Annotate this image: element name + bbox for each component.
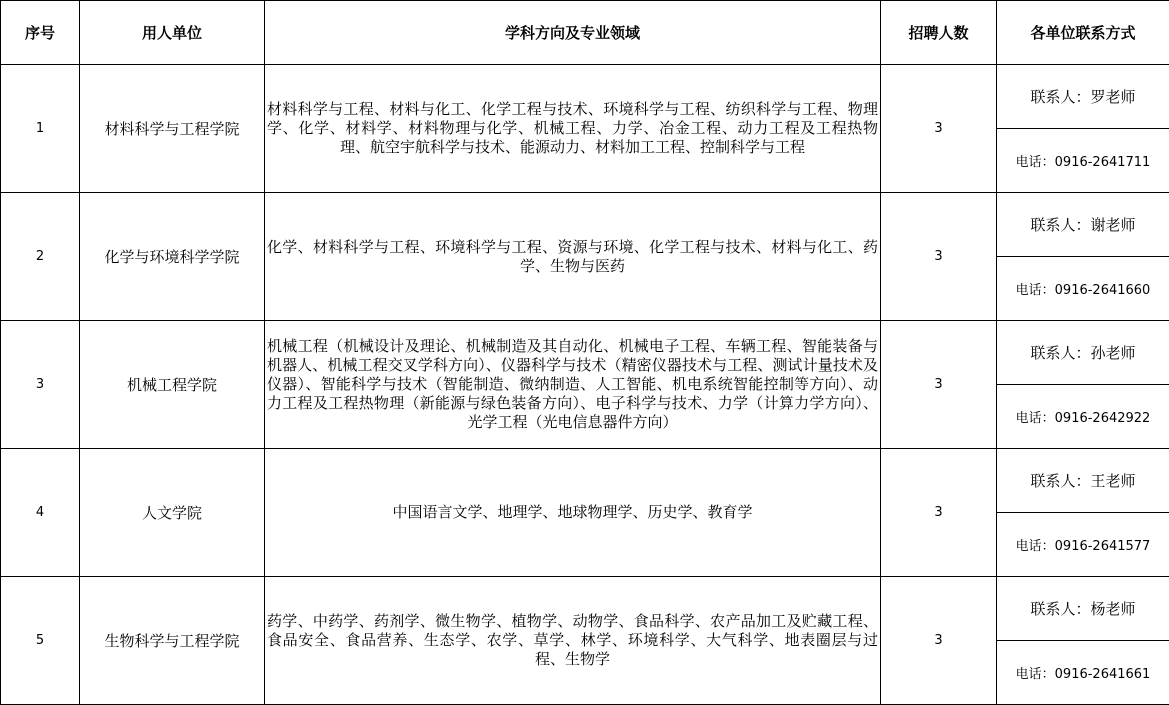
row-index: 3	[1, 321, 80, 449]
row-count: 3	[881, 577, 997, 705]
row-contact-person: 联系人：谢老师	[997, 193, 1169, 257]
row-contact-person: 联系人：王老师	[997, 449, 1169, 513]
row-fields-cell	[265, 193, 881, 321]
row-index: 2	[1, 193, 80, 321]
header-fields: 学科方向及专业领域	[265, 1, 881, 65]
row-unit: 化学与环境科学学院	[80, 193, 265, 321]
table-row	[1, 577, 1169, 641]
row-contact-person: 联系人：罗老师	[997, 65, 1169, 129]
row-contact-phone: 电话：0916-2641661	[997, 641, 1169, 705]
row-contact-person: 联系人：孙老师	[997, 321, 1169, 385]
row-count: 3	[881, 193, 997, 321]
row-fields: 中国语言文学、地理学、地球物理学、历史学、教育学	[392, 503, 753, 521]
header-row	[1, 1, 1169, 65]
row-contact-person: 联系人：杨老师	[997, 577, 1169, 641]
row-contact-phone: 电话：0916-2641577	[997, 513, 1169, 577]
table-row	[1, 65, 1169, 129]
header-index: 序号	[1, 1, 80, 65]
row-index: 5	[1, 577, 80, 705]
row-unit: 材料科学与工程学院	[80, 65, 265, 193]
row-fields: 机械工程（机械设计及理论、机械制造及其自动化、机械电子工程、车辆工程、智能装备与机器人、机械工程交叉学科方向）、仪器科学与技术（精密仪器技术与工程、测试计量技术及仪器）、智能科学与技术（智能制造、微纳制造、人工智能、机电系统智能控制等方向）、动力工程及工程热物理（新能源与绿色装备方向）、电子科学与技术、力学（计算力学方向）、光学工程（光电信息器件方向）	[267, 337, 878, 431]
row-index: 4	[1, 449, 80, 577]
row-fields-cell	[265, 449, 881, 577]
header-unit: 用人单位	[80, 1, 265, 65]
header-count: 招聘人数	[881, 1, 997, 65]
header-contact: 各单位联系方式	[997, 1, 1169, 65]
row-unit: 生物科学与工程学院	[80, 577, 265, 705]
row-index: 1	[1, 65, 80, 193]
row-unit: 机械工程学院	[80, 321, 265, 449]
row-fields: 药学、中药学、药剂学、微生物学、植物学、动物学、食品科学、农产品加工及贮藏工程、食品安全、食品营养、生态学、农学、草学、林学、环境科学、大气科学、地表圈层与过程、生物学	[267, 612, 878, 668]
row-fields: 化学、材料科学与工程、环境科学与工程、资源与环境、化学工程与技术、材料与化工、药学、生物与医药	[267, 237, 878, 275]
row-count: 3	[881, 321, 997, 449]
row-count: 3	[881, 65, 997, 193]
row-contact-phone: 电话：0916-2641660	[997, 257, 1169, 321]
row-contact-phone: 电话：0916-2642922	[997, 385, 1169, 449]
row-contact-phone: 电话：0916-2641711	[997, 129, 1169, 193]
row-fields-cell	[265, 65, 881, 193]
row-fields-cell	[265, 577, 881, 705]
row-unit: 人文学院	[80, 449, 265, 577]
table-row	[1, 193, 1169, 257]
table-row	[1, 321, 1169, 385]
row-fields: 材料科学与工程、材料与化工、化学工程与技术、环境科学与工程、纺织科学与工程、物理学、化学、材料学、材料物理与化学、机械工程、力学、冶金工程、动力工程及工程热物理、航空宇航科学与技术、能源动力、材料加工工程、控制科学与工程	[267, 100, 878, 156]
table-row	[1, 449, 1169, 513]
row-fields-cell	[265, 321, 881, 449]
row-count: 3	[881, 449, 997, 577]
